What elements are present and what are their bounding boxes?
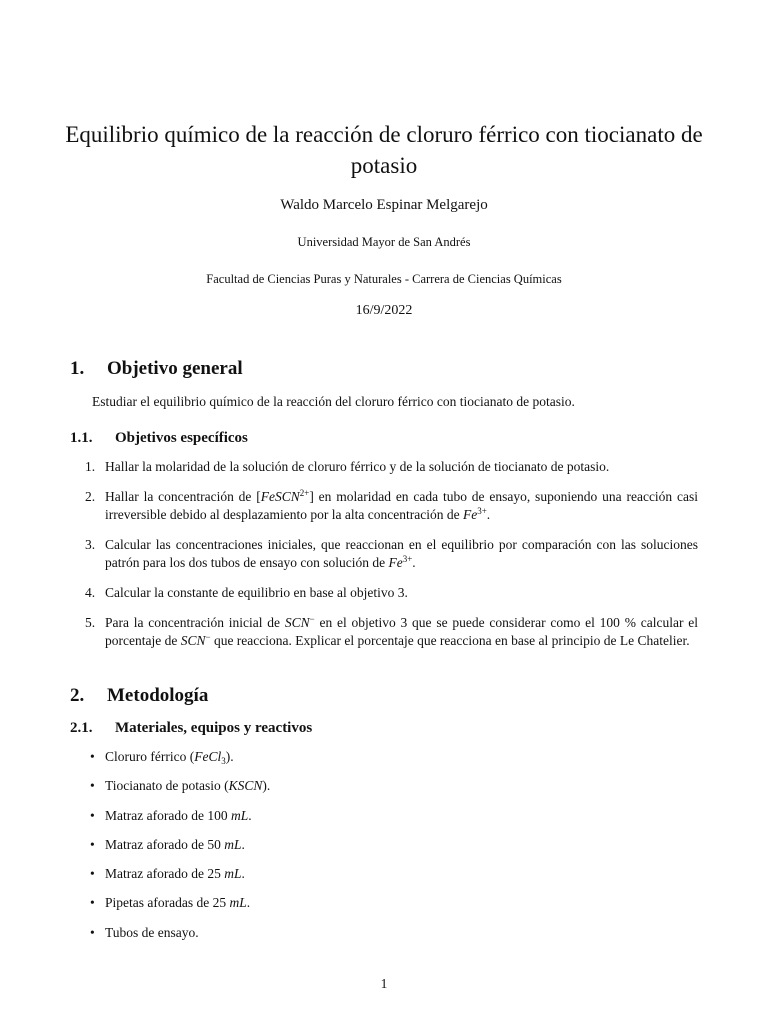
bullet-icon: • <box>90 778 95 794</box>
subsection-title: Materiales, equipos y reactivos <box>115 720 313 736</box>
section-title: Objetivo general <box>107 358 243 379</box>
page-number: 1 <box>380 976 388 991</box>
paper-date: 16/9/2022 <box>355 303 413 318</box>
bullet-icon: • <box>90 895 95 911</box>
section-paragraph: Estudiar el equilibrio químico de la reacción del cloruro férrico con tiocianato de potasio. <box>92 394 575 409</box>
list-item: • Matraz aforado de 100 mL. <box>90 807 252 823</box>
bullet-icon: • <box>90 807 95 823</box>
subsection-number: 2.1. <box>70 720 93 736</box>
subsection-heading-materiales <box>70 720 312 737</box>
section-heading-metodologia <box>70 685 208 707</box>
list-item: • Tiocianato de potasio (KSCN). <box>90 778 271 794</box>
unit: mL <box>229 895 247 911</box>
unit: mL <box>224 836 242 852</box>
formula: Fe <box>462 507 478 522</box>
author-name: Waldo Marcelo Espinar Melgarejo <box>280 197 488 213</box>
list-item: 2. Hallar la concentración de [FeSCN$^{2+}$] en molaridad en cada tubo de ensayo, suponiendo una reacción casi irreversible debido al desplazamiento por la alta concentración de $Fe^{3+}$. <box>85 488 699 522</box>
formula: SCN <box>284 615 310 630</box>
formula: Fe <box>388 555 403 570</box>
list-item: • Tubos de ensayo. <box>90 924 199 940</box>
faculty-affiliation: Facultad de Ciencias Puras y Naturales - Carrera de Ciencias Químicas <box>206 272 562 286</box>
university-affiliation: Universidad Mayor de San Andrés <box>297 235 471 249</box>
formula: KSCN <box>228 778 263 794</box>
formula: FeCl <box>194 749 222 764</box>
subsection-heading-objetivos-especificos <box>70 430 248 447</box>
objectives-list <box>70 458 698 662</box>
subsection-title: Objetivos específicos <box>115 430 248 446</box>
formula: SCN <box>180 633 206 648</box>
materials-list <box>70 748 698 953</box>
unit: mL <box>230 807 249 823</box>
section-title: Metodología <box>107 685 209 706</box>
bullet-icon: • <box>90 836 95 852</box>
paper-title: Equilibrio químico de la reacción de cloruro férrico con tiocianato de potasio <box>65 122 703 178</box>
list-item: 5. Para la concentración inicial de SCN− en el objetivo 3 que se puede considerar como el 100 % calcular el porcentaje de SCN− que reacciona. Explicar el porcentaje que reacciona en base al principio de Le Chatelier. <box>85 614 698 648</box>
section-number: 2. <box>70 685 85 706</box>
list-item: 1. Hallar la molaridad de la solución de cloruro férrico y de la solución de tiocianato de potasio. <box>85 459 610 474</box>
unit: mL <box>224 866 242 882</box>
list-item: • Pipetas aforadas de 25 mL. <box>90 895 251 911</box>
formula: FeSCN <box>260 489 300 504</box>
section-heading-objetivo-general <box>70 358 243 380</box>
list-item: • Matraz aforado de 25 mL. <box>90 866 245 882</box>
list-item: • Matraz aforado de 50 mL. <box>90 836 245 852</box>
bullet-icon: • <box>90 866 95 882</box>
bullet-icon: • <box>90 924 95 940</box>
list-item: 3. Calcular las concentraciones iniciales, que reaccionan en el equilibrio por comparación con las soluciones patrón para los dos tubos de ensayo con solución de $Fe^{3+}$. <box>85 537 698 570</box>
section-number: 1. <box>70 358 85 379</box>
list-item: 4. Calcular la constante de equilibrio en base al objetivo 3. <box>85 585 408 600</box>
list-item: • Cloruro férrico (FeCl$_3$). <box>90 749 234 766</box>
bullet-icon: • <box>90 749 95 764</box>
subsection-number: 1.1. <box>70 430 93 446</box>
